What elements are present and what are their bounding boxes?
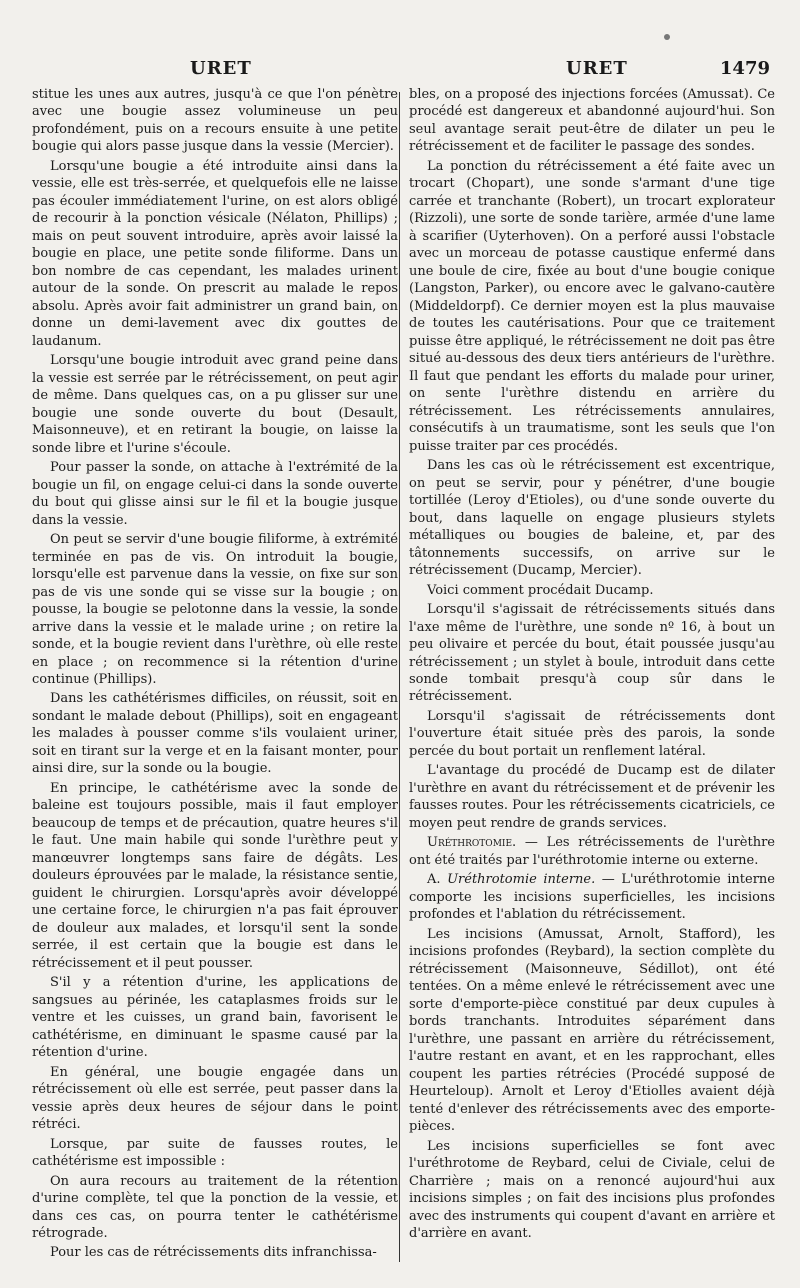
section-heading: Uréthrotomie. (427, 835, 517, 851)
page-number: 1479 (719, 58, 770, 79)
paragraph: Lorsqu'il s'agissait de rétrécissements situés dans l'axe même de l'urèthre, une sonde nº 16, à bout un peu olivaire et percée du bout, était poussée jusqu'au rétrécissement ; un stylet à boule, introduit dans cette sonde tombait presqu'à coup sûr dans le rétrécissement. (409, 602, 775, 705)
paragraph: Lorsqu'une bougie introduit avec grand peine dans la vessie est serrée par le rétrécissement, on peut agir de même. Dans quelques cas, on a pu glisser sur une bougie une sonde ouverte du bout (Desault, Maisonneuve), et en retirant la bougie, on laisse la sonde libre et l'urine s'écoule. (32, 353, 398, 456)
paragraph: On aura recours au traitement de la rétention d'urine complète, tel que la ponction de la vessie, et dans ces cas, on pourra tenter le cathétérisme rétrograde. (32, 1173, 398, 1241)
section-text: — Les rétrécissements de l'urèthre ont été traités par l'uréthrotomie interne ou externe. (409, 835, 775, 868)
paragraph: Dans les cas où le rétrécissement est excentrique, on peut se servir, pour y pénétrer, d'une bougie tortillée (Leroy d'Etioles), ou d'une sonde ouverte du bout, dans laquelle on engage plusieurs stylets métalliques ou bougies de baleine, et, par des tâtonnements successifs, on arrive sur le rétrécissement (Ducamp, Mercier). (409, 458, 775, 579)
paragraph: S'il y a rétention d'urine, les applications de sangsues au périnée, les cataplasmes froids sur le ventre et les cuisses, un grand bain, favorisent le cathétérisme, en diminuant le spasme causé par la rétention d'urine. (32, 975, 398, 1061)
right-column (409, 86, 775, 1244)
paragraph: L'avantage du procédé de Ducamp est de dilater l'urèthre en avant du rétrécissement et de prévenir les fausses routes. Pour les rétrécissements cicatriciels, ce moyen peut rendre de grands services. (409, 763, 775, 831)
header-right-title: URET (566, 58, 628, 79)
paragraph: Dans les cathétérismes difficiles, on réussit, soit en sondant le malade debout (Phillips), soit en engageant les malades à pousser comme s'ils voulaient uriner, soit en tirant sur la verge et en la faisant monter, pour ainsi dire, sur la sonde ou la bougie. (32, 691, 398, 777)
paragraph: Lorsqu'il s'agissait de rétrécissements dont l'ouverture était située près des parois, la sonde percée du bout portait un renflement latéral. (409, 708, 775, 759)
paragraph: En général, une bougie engagée dans un rétrécissement où elle est serrée, peut passer dans la vessie après deux heures de séjour dans le point rétréci. (32, 1064, 398, 1133)
paragraph: bles, on a proposé des injections forcées (Amussat). Ce procédé est dangereux et abandonné aujourd'hui. Son seul avantage serait peut-être de dilater un peu le rétrécissement et de faciliter le passage des sondes. (409, 87, 775, 155)
section-urethrotomie (409, 834, 775, 869)
paragraph: Les incisions superficielles se font avec l'uréthrotome de Reybard, celui de Civiale, celui de Charrière ; mais on a renoncé aujourd'hui aux incisions simples ; on fait des incisions plus profondes avec des instruments qui coupent d'avant en arrière et d'arrière en avant. (409, 1138, 775, 1241)
paragraph: On peut se servir d'une bougie filiforme, à extrémité terminée en pas de vis. On introduit la bougie, lorsqu'elle est parvenue dans la vessie, on fixe sur son pas de vis une sonde qui se visse sur la bougie ; on pousse, la bougie se pelotonne dans la vessie, la sonde arrive dans la vessie et le malade urine ; on retire la sonde, et la bougie revient dans l'urèthre, où elle reste en place ; on recommence si la rétention d'urine continue (Phillips). (32, 532, 398, 687)
paragraph: Les incisions (Amussat, Arnolt, Stafford), les incisions profondes (Reybard), la section complète du rétrécissement (Maisonneuve, Sédillot), ont été tentées. On a même enlevé le rétrécissement avec une sorte d'emporte-pièce constitué par deux cupules à bords tranchants. Introduites séparément dans l'urèthre, une passant en arrière du rétrécissement, l'autre restant en avant, et en les rapprochant, elles coupent les parties rétrécies (Procédé supposé de Heurteloup). Arnolt et Leroy d'Etiolles avaient déjà tenté d'enlever des rétrécissements avec des emporte-pièces. (409, 926, 775, 1135)
section-label: A. (427, 872, 448, 888)
paragraph: La ponction du rétrécissement a été faite avec un trocart (Chopart), une sonde s'armant d'une tige carrée et tranchante (Robert), un trocart explorateur (Rizzoli), une sorte de sonde tarière, armée d'une lame à scarifier (Uyterhoven). On a perforé aussi l'obstacle avec un morceau de potasse caustique enfermé dans une boule de cire, fixée au bout d'une bougie conique (Langston, Parker), ou encore avec le galvano-cautère (Middeldorpf). Ce dernier moyen est la plus mauvaise de toutes les cautérisations. Pour que ce traitement puisse être appliqué, le rétrécissement ne doit pas être situé au-dessous des deux tiers antérieurs de l'urèthre. Il faut que pendant les efforts du malade pour uriner, on sente l'urèthre distendu en arrière du rétrécissement. Les rétrécissements annulaires, consécutifs à un traumatisme, sont les seuls que l'on puisse traiter par ces procédés. (409, 158, 775, 454)
column-divider (399, 92, 400, 1262)
left-column (32, 86, 398, 1264)
paragraph: Lorsque, par suite de fausses routes, le cathétérisme est impossible : (32, 1136, 398, 1170)
section-a (409, 871, 775, 923)
paragraph: stitue les unes aux autres, jusqu'à ce que l'on pénètre avec une bougie assez volumineuse un peu profondément, puis on a recours ensuite à une petite bougie qui alors passe jusque dans la vessie (Mercier). (32, 87, 398, 155)
section-heading: Uréthrotomie interne. (447, 872, 596, 888)
paragraph: Voici comment procédait Ducamp. (427, 582, 654, 598)
paragraph: Lorsqu'une bougie a été introduite ainsi dans la vessie, elle est très-serrée, et quelquefois elle ne laisse pas écouler immédiatement l'urine, on est alors obligé de recourir à la ponction vésicale (Nélaton, Phillips) ; mais on peut souvent introduire, après avoir laissé la bougie en place, une petite sonde filiforme. Dans un bon nombre de cas cependant, les malades urinent autour de la sonde. On prescrit au malade le repos absolu. Après avoir fait administrer un grand bain, on donne un demi-lavement avec dix gouttes de laudanum. (32, 158, 398, 349)
header-left-title: URET (190, 58, 252, 79)
running-header (30, 58, 770, 88)
ink-spot (664, 34, 670, 40)
section-text: — L'uréthrotomie interne comporte les incisions superficielles, les incisions profondes et l'ablation du rétrécissement. (409, 872, 775, 923)
paragraph: En principe, le cathétérisme avec la sonde de baleine est toujours possible, mais il faut employer beaucoup de temps et de précaution, quatre heures s'il le faut. Une main habile qui sonde l'urèthre peut y manœuvrer longtemps sans faire de dégâts. Les douleurs éprouvées par le malade, la résistance sentie, guident le chirurgien. Lorsqu'après avoir développé une certaine force, le chirurgien n'a pas fait éprouver de douleur aux malades, et lorsqu'il sent la sonde serrée, il est certain que la bougie est dans le rétrécissement et il peut pousser. (32, 780, 398, 971)
paragraph: Pour passer la sonde, on attache à l'extrémité de la bougie un fil, on engage celui-ci dans la sonde ouverte du bout qui glisse ainsi sur le fil et la bougie jusque dans la vessie. (32, 460, 398, 528)
paragraph: Pour les cas de rétrécissements dits infranchissa- (50, 1245, 377, 1261)
